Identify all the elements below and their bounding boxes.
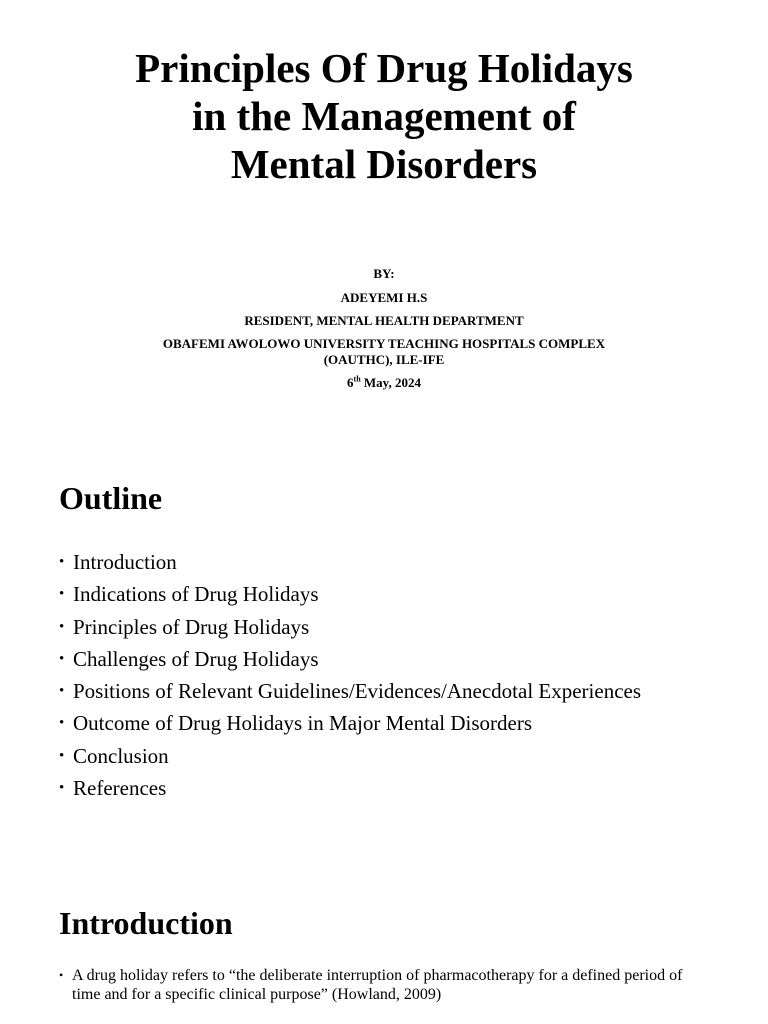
bullet-icon: •: [59, 554, 65, 570]
outline-item: [59, 740, 641, 772]
outline-item-text: Positions of Relevant Guidelines/Evidences/Anecdotal Experiences: [73, 679, 642, 704]
outline-item-text: Outcome of Drug Holidays in Major Mental Disorders: [73, 711, 532, 736]
title-line: Principles Of Drug Holidays: [135, 45, 633, 91]
introduction-item-text: A drug holiday refers to “the deliberate interruption of pharmacotherapy for a defined period of time and for a specific clinical purpose” (Howland, 2009): [72, 967, 683, 1003]
date-ordinal-suffix: th: [353, 374, 361, 384]
outline-item: [59, 578, 641, 610]
bullet-icon: •: [59, 650, 65, 667]
outline-item: [59, 772, 641, 804]
document-title: [0, 44, 768, 188]
author-byline: [0, 266, 768, 391]
date-day: 6: [347, 375, 354, 390]
outline-list: [59, 546, 641, 804]
introduction-list: [59, 966, 699, 1004]
outline-item: [59, 546, 641, 578]
bullet-icon: •: [59, 618, 65, 635]
outline-item-text: Conclusion: [73, 743, 169, 768]
institution-name: OBAFEMI AWOLOWO UNIVERSITY TEACHING HOSPITALS COMPLEX: [162, 336, 606, 351]
outline-item: [59, 707, 641, 739]
institution-location: (OAUTHC), ILE-IFE: [323, 352, 445, 367]
author-name: ADEYEMI H.S: [340, 290, 428, 305]
bullet-icon: •: [59, 780, 65, 797]
bullet-icon: •: [59, 968, 64, 982]
date-month-year: May, 2024: [360, 375, 421, 390]
introduction-item: [59, 966, 699, 1004]
bullet-icon: •: [59, 747, 65, 764]
outline-item-text: Principles of Drug Holidays: [73, 614, 310, 639]
presentation-date: [0, 375, 768, 391]
outline-item: [59, 611, 641, 643]
outline-item-text: Indications of Drug Holidays: [73, 582, 319, 607]
outline-item: [59, 675, 641, 707]
title-line: Mental Disorders: [230, 141, 538, 187]
outline-item-text: Challenges of Drug Holidays: [73, 646, 319, 671]
introduction-heading: Introduction: [59, 905, 233, 941]
title-line: in the Management of: [192, 93, 576, 139]
author-role: RESIDENT, MENTAL HEALTH DEPARTMENT: [244, 313, 524, 328]
outline-item-text: Introduction: [73, 550, 177, 574]
outline-item-text: References: [73, 776, 167, 801]
outline-item: [59, 643, 641, 675]
byline-label: BY:: [373, 266, 395, 281]
bullet-icon: •: [59, 683, 65, 700]
outline-heading: Outline: [59, 480, 163, 516]
bullet-icon: •: [59, 586, 65, 603]
bullet-icon: •: [59, 715, 65, 732]
